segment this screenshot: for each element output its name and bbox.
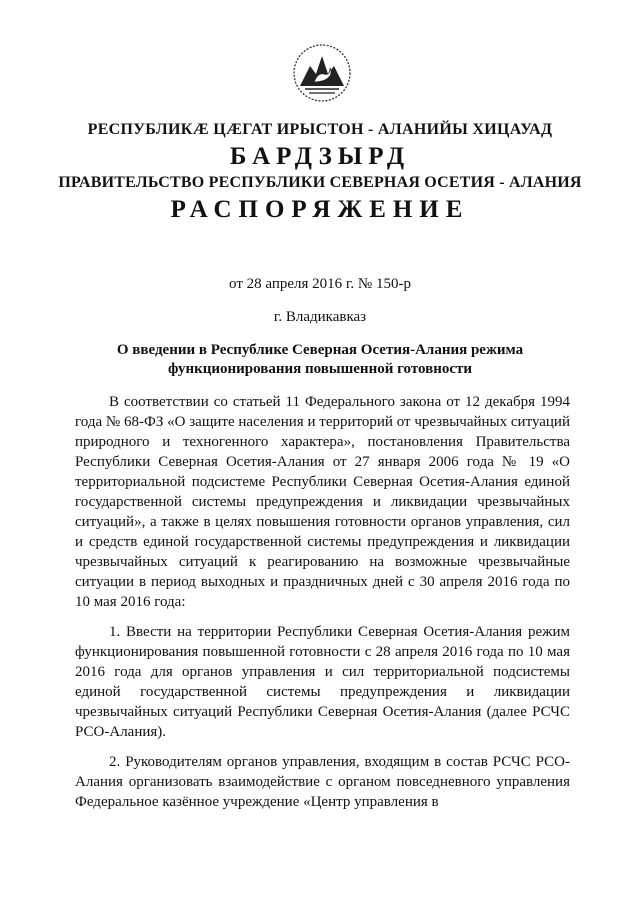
coat-of-arms-emblem xyxy=(291,42,353,104)
document-place: г. Владикавказ xyxy=(273,309,367,325)
paragraph-item-1: 1. Ввести на территории Республики Северная Осетия-Алания режим функционирования повышенной готовности с 28 апреля 2016 года по 10 мая 2016 года для органов управления и сил территориальной подсистемы единой государственной системы предупреждения и ликвидации чрезвычайных ситуаций Республики Северная Осетия-Алания (далее РСЧС РСО-Алания). xyxy=(75,624,570,740)
government-name-russian: ПРАВИТЕЛЬСТВО РЕСПУБЛИКИ СЕВЕРНАЯ ОСЕТИЯ - АЛАНИЯ xyxy=(58,174,582,191)
document-type-ossetian: БАРДЗЫРД xyxy=(229,143,411,170)
paragraph-item-2: 2. Руководителям органов управления, входящим в состав РСЧС РСО-Алания организовать взаимодействие с органом повседневного управления Федеральное казённое учреждение «Центр управления в xyxy=(75,754,570,810)
document-date-number: от 28 апреля 2016 г. № 150-р xyxy=(229,276,411,292)
document-title: О введении в Республике Северная Осетия-Алания режима функционирования повышенной готовности xyxy=(116,342,524,377)
document-body xyxy=(75,392,570,812)
document-type-russian: РАСПОРЯЖЕНИЕ xyxy=(170,196,470,223)
paragraph-preamble: В соответствии со статьей 11 Федерального закона от 12 декабря 1994 года № 68-ФЗ «О защите населения и территорий от чрезвычайных ситуаций природного и техногенного характера», постановления Правительства Республики Северная Осетия-Алания от 27 января 2006 года № 19 «О территориальной подсистеме Республики Северная Осетия-Алания единой государственной системы предупреждения и ликвидации чрезвычайных ситуаций», а также в целях повышения готовности органов управления, сил и средств единой государственной системы предупреждения и ликвидации чрезвычайных ситуаций к реагированию на возможные чрезвычайные ситуации в период выходных и праздничных дней с 30 апреля 2016 года по 10 мая 2016 года: xyxy=(75,394,570,610)
republic-name-ossetian: РЕСПУБЛИКӔ ЦӔГАТ ИРЫСТОН - АЛАНИЙЫ ХИЦАУАД xyxy=(87,121,553,138)
